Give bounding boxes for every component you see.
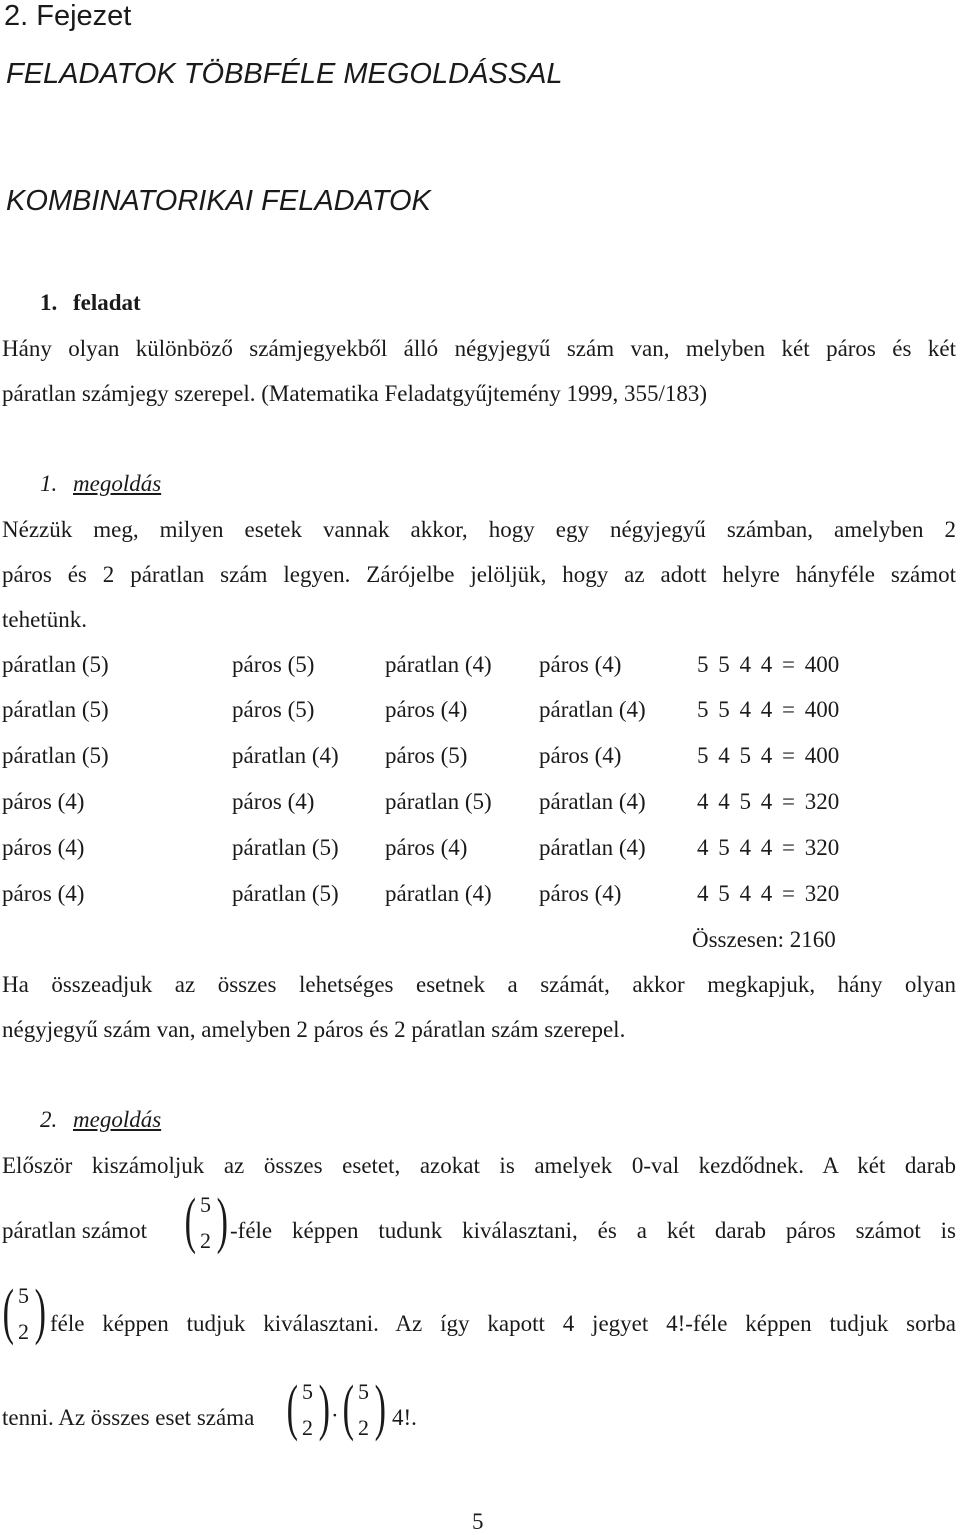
case-cell: páros (4) <box>385 697 468 722</box>
case-cell: páros (5) <box>385 743 468 768</box>
case-cell: páros (4) <box>539 881 622 906</box>
task-title <box>40 290 141 316</box>
case-cell: páratlan (4) <box>232 743 339 768</box>
solution-2-line-4b: 4!. <box>392 1405 417 1430</box>
case-formula: 4 5 4 4 = 320 <box>697 881 840 906</box>
case-cell: páratlan (4) <box>539 789 646 814</box>
task-text-line-2: páratlan számjegy szerepel. (Matematika Feladatgyűjtemény 1999, 355/183) <box>2 381 708 406</box>
case-formula: 4 4 5 4 = 320 <box>697 789 840 814</box>
case-cell: páratlan (4) <box>539 697 646 722</box>
solution-2-line-3: féle képpen tudjuk kiválasztani. Az így kapott 4 jegyet 4!-féle képpen tudjuk sorba <box>50 1311 956 1336</box>
solution-1-line-3: tehetünk. <box>2 607 87 632</box>
solution-2-line-1: Először kiszámoljuk az összes esetet, azokat is amelyek 0-val kezdődnek. A két darab <box>2 1153 956 1178</box>
case-cell: páratlan (4) <box>385 881 492 906</box>
case-formula: 5 4 5 4 = 400 <box>697 743 840 768</box>
left-paren-icon: ( <box>2 1278 15 1346</box>
section-heading: FELADATOK TÖBBFÉLE MEGOLDÁSSAL <box>6 58 563 90</box>
solution-2-number: 2. <box>40 1107 58 1132</box>
solution-1-label: megoldás <box>73 471 162 496</box>
case-cell: páros (4) <box>385 835 468 860</box>
right-paren-icon: ) <box>318 1374 331 1442</box>
case-cell: páros (4) <box>2 881 85 906</box>
binom-n: 5 <box>358 1379 369 1404</box>
case-formula: 4 5 4 4 = 320 <box>697 835 840 860</box>
task-number: 1. <box>40 290 58 315</box>
page-number: 5 <box>472 1509 484 1534</box>
multiplication-dot: · <box>331 1403 339 1428</box>
solution-1-number: 1. <box>40 471 58 496</box>
case-cell: páros (4) <box>2 835 85 860</box>
binom-k: 2 <box>200 1228 211 1253</box>
binom-n: 5 <box>18 1283 29 1308</box>
binomial-coefficient <box>286 1374 332 1447</box>
solution-1-title <box>40 471 161 497</box>
case-cell: páratlan (5) <box>232 835 339 860</box>
case-cell: páros (5) <box>232 697 315 722</box>
solution-2-line-2b: -féle képpen tudunk kiválasztani, és a két darab páros számot is <box>230 1218 956 1243</box>
task-text-line-1: Hány olyan különböző számjegyekből álló négyjegyű szám van, melyben két páros és két <box>2 336 956 361</box>
case-cell: páratlan (5) <box>2 652 109 677</box>
case-cell: páratlan (5) <box>2 697 109 722</box>
left-paren-icon: ( <box>184 1187 197 1255</box>
solution-1-line-1: Nézzük meg, milyen esetek vannak akkor, hogy egy négyjegyű számban, amelyben 2 <box>2 517 956 542</box>
binomial-coefficient <box>184 1187 230 1260</box>
case-formula: 5 5 4 4 = 400 <box>697 697 840 722</box>
right-paren-icon: ) <box>216 1187 229 1255</box>
case-cell: páratlan (5) <box>385 789 492 814</box>
left-paren-icon: ( <box>342 1374 355 1442</box>
right-paren-icon: ) <box>374 1374 387 1442</box>
solution-2-line-2a: páratlan számot <box>2 1218 147 1243</box>
binom-k: 2 <box>302 1415 313 1440</box>
case-cell: páratlan (5) <box>232 881 339 906</box>
solution-2-title <box>40 1107 161 1133</box>
conclusion-line-2: négyjegyű szám van, amelyben 2 páros és 2 páratlan szám szerepel. <box>2 1017 626 1042</box>
total-sum: Összesen: 2160 <box>692 927 836 952</box>
binom-k: 2 <box>18 1319 29 1344</box>
case-cell: páratlan (4) <box>385 652 492 677</box>
solution-2-label: megoldás <box>73 1107 162 1132</box>
chapter-title: 2. Fejezet <box>4 0 132 32</box>
task-title-label: feladat <box>73 290 141 315</box>
case-formula: 5 5 4 4 = 400 <box>697 652 840 677</box>
binomial-coefficient <box>342 1374 388 1447</box>
case-cell: páros (4) <box>539 652 622 677</box>
binomial-coefficient <box>2 1278 48 1351</box>
solution-1-line-2: páros és 2 páratlan szám legyen. Zárójelbe jelöljük, hogy az adott helyre hányféle számot <box>2 562 956 587</box>
solution-2-line-4a: tenni. Az összes eset száma <box>2 1405 255 1430</box>
left-paren-icon: ( <box>286 1374 299 1442</box>
conclusion-line-1: Ha összeadjuk az összes lehetséges esetnek a számát, akkor megkapjuk, hány olyan <box>2 972 956 997</box>
case-cell: páratlan (4) <box>539 835 646 860</box>
binom-k: 2 <box>358 1415 369 1440</box>
case-cell: páros (4) <box>2 789 85 814</box>
binom-n: 5 <box>302 1379 313 1404</box>
case-cell: páros (4) <box>232 789 315 814</box>
case-cell: páros (5) <box>232 652 315 677</box>
right-paren-icon: ) <box>34 1278 47 1346</box>
case-cell: páratlan (5) <box>2 743 109 768</box>
subsection-heading: KOMBINATORIKAI FELADATOK <box>6 185 431 217</box>
case-cell: páros (4) <box>539 743 622 768</box>
binom-n: 5 <box>200 1192 211 1217</box>
